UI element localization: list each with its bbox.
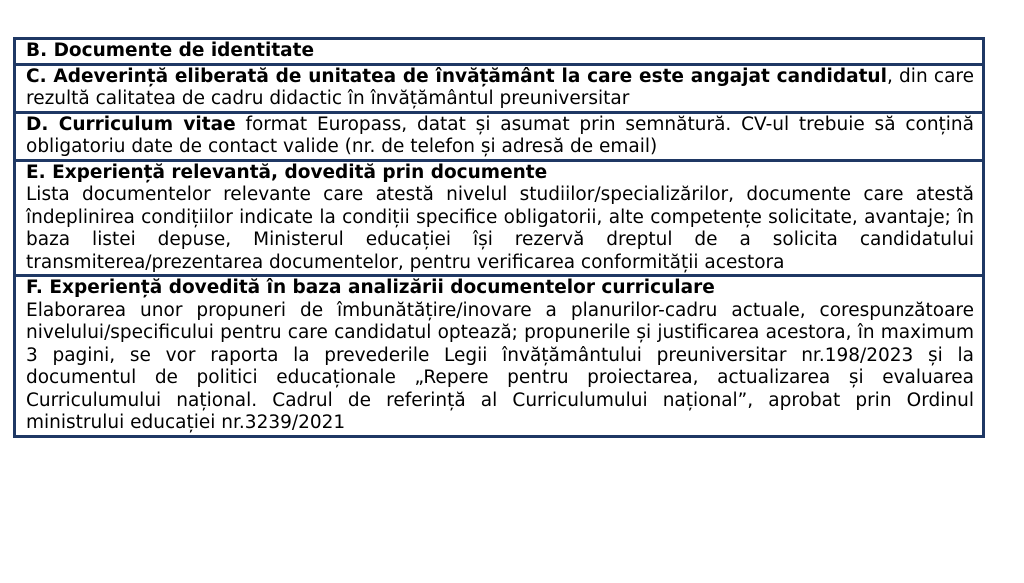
section-e-title: E. Experiență relevantă, dovedită prin documente bbox=[26, 161, 548, 183]
section-c-text: , din care rezultă calitatea de cadru didactic în învățământul preuniversitar bbox=[26, 65, 975, 109]
section-c bbox=[16, 66, 982, 114]
section-e bbox=[16, 162, 982, 278]
section-f-text: Elaborarea unor propuneri de îmbunătățire/inovare a planurilor-cadru actuale, corespunzătoare nivelului/specificului pentru care candidatul optează; propunerile și justificarea acestora, în maximum 3 pagini, se vor raporta la prevederile Legii învățământului preuniversitar nr.198/2023 și la documentul de politici educaționale „Repere pentru proiectarea, actualizarea și evaluarea Curriculumului național. Cadrul de referință al Curriculumului național”, aprobat prin Ordinul ministrului educației nr.3239/2021 bbox=[26, 299, 974, 433]
section-f-title: F. Experiență dovedită în baza analizării documentelor curriculare bbox=[26, 277, 715, 298]
section-d-title: D. Curriculum vitae bbox=[26, 113, 236, 135]
requirements-table bbox=[13, 37, 985, 438]
section-d-text: format Europass, datat și asumat prin semnătură. CV-ul trebuie să conțină obligatoriu date de contact valide (nr. de telefon și adresă de email) bbox=[26, 113, 974, 157]
section-c-title: C. Adeverință eliberată de unitatea de învățământ la care este angajat candidatul bbox=[26, 65, 887, 87]
section-b bbox=[16, 40, 982, 66]
section-b-title: B. Documente de identitate bbox=[26, 40, 315, 61]
section-d bbox=[16, 114, 982, 162]
section-f bbox=[16, 277, 982, 435]
section-e-text: Lista documentelor relevante care atestă nivelul studiilor/specializărilor, documente care atestă îndeplinirea condițiilor indicate la condiții specifice obligatorii, alte competențe solicitate, avantaje; în baza listei depuse, Ministerul educației își rezervă dreptul de a solicita candidatului transmiterea/prezentarea documentelor, pentru verificarea conformității acestora bbox=[26, 184, 974, 273]
